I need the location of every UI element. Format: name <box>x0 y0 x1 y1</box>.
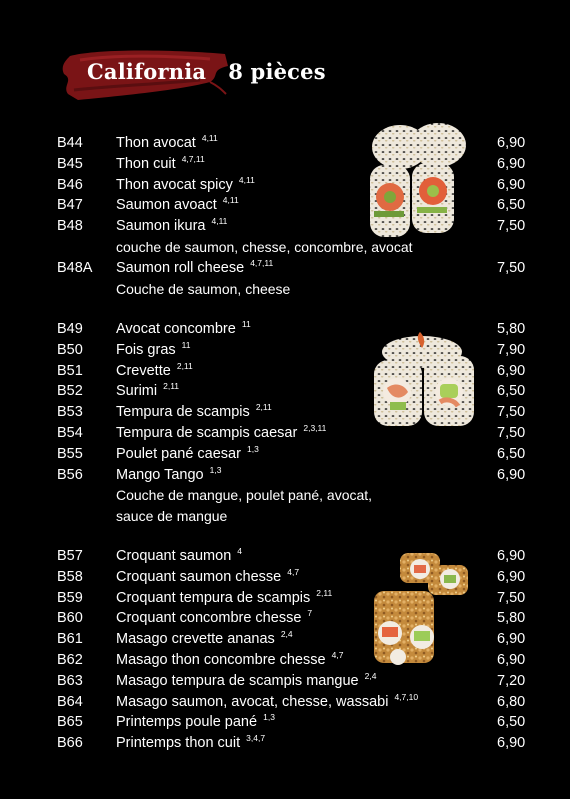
item-code: B58 <box>57 568 83 585</box>
item-code: B52 <box>57 383 83 400</box>
item-code: B62 <box>57 651 83 668</box>
menu-section-2 <box>0 319 570 527</box>
item-code: B50 <box>57 341 83 358</box>
item-price: 6,90 <box>497 466 526 483</box>
item-price: 6,50 <box>497 445 526 462</box>
menu-item <box>0 340 570 361</box>
section-header <box>60 46 360 102</box>
item-name: Thon cuit $^{4,7,11}$ <box>116 153 205 172</box>
portion-title: 8 pièces <box>228 59 326 84</box>
item-price: 7,50 <box>497 589 526 606</box>
item-description: couche de saumon, chesse, concombre, avocat <box>116 238 413 255</box>
menu-item <box>0 423 570 444</box>
item-code: B44 <box>57 135 83 151</box>
item-price: 6,80 <box>497 693 526 710</box>
menu-item <box>0 154 570 175</box>
item-name: Thon avocat $^{4,11}$ <box>116 133 218 151</box>
menu-item <box>0 588 570 609</box>
item-code: B61 <box>57 631 83 648</box>
sushi-photo-sesame-shrimp-roll <box>370 330 482 432</box>
item-name: Masago tempura de scampis mangue $^{2,4}$ <box>116 670 377 689</box>
item-name: Tempura de scampis $^{2,11}$ <box>116 402 272 421</box>
menu-item <box>0 175 570 196</box>
item-price: 6,90 <box>497 135 526 151</box>
item-code: B51 <box>57 362 83 379</box>
item-code: B64 <box>57 693 83 710</box>
menu-item <box>0 692 570 713</box>
item-price: 6,90 <box>497 548 526 564</box>
sushi-photo-crunchy-roll <box>370 551 472 667</box>
allergen-codes: 4,7,11 <box>250 257 274 268</box>
menu-item <box>0 712 570 733</box>
item-name: Masago saumon, avocat, chesse, wassabi $^{4,7,10}$ <box>116 691 419 710</box>
category-title: California <box>87 59 207 84</box>
item-description: Couche de saumon, cheese <box>116 280 291 297</box>
item-code: B48A <box>57 259 93 276</box>
allergen-codes: 3,4,7 <box>246 733 266 744</box>
item-price: 5,80 <box>497 610 526 627</box>
item-price: 6,90 <box>497 155 526 172</box>
item-name: Avocat concombre $^{11}$ <box>116 319 251 337</box>
item-price: 6,90 <box>497 176 526 193</box>
item-price: 7,50 <box>497 259 526 276</box>
item-code: B46 <box>57 176 83 193</box>
allergen-codes: 1,3 <box>209 464 222 475</box>
allergen-codes: 1,3 <box>246 443 259 454</box>
menu-item <box>0 465 570 486</box>
item-name: Masago crevette ananas $^{2,4}$ <box>116 629 293 648</box>
item-name: Thon avocat spicy $^{4,11}$ <box>116 174 255 193</box>
menu-item <box>0 608 570 629</box>
allergen-codes: 2,4 <box>280 629 293 640</box>
allergen-codes: 7 <box>307 608 313 619</box>
item-price: 6,90 <box>497 362 526 379</box>
menu-item <box>0 671 570 692</box>
item-code: B57 <box>57 548 83 564</box>
allergen-codes: 4,11 <box>238 174 255 185</box>
item-price: 7,50 <box>497 424 526 441</box>
item-code: B66 <box>57 735 83 752</box>
sushi-photo-sesame-salmon-roll <box>360 115 475 245</box>
item-name: Poulet pané caesar $^{1,3}$ <box>116 443 259 462</box>
item-price: 7,90 <box>497 341 526 358</box>
item-name: Mango Tango $^{1,3}$ <box>116 464 222 483</box>
item-name: Saumon ikura $^{4,11}$ <box>116 216 228 235</box>
item-description: Couche de mangue, poulet pané, avocat, <box>116 487 373 504</box>
allergen-codes: 4,11 <box>201 133 218 143</box>
allergen-codes: 2,3,11 <box>303 422 327 433</box>
item-price: 5,80 <box>497 321 526 337</box>
allergen-codes: 4,7,11 <box>181 153 205 164</box>
menu-item <box>0 319 570 340</box>
allergen-codes: 4,11 <box>211 216 228 227</box>
item-price: 7,20 <box>497 672 526 689</box>
item-name: Croquant tempura de scampis $^{2,11}$ <box>116 587 333 606</box>
menu-item <box>0 733 570 754</box>
item-price: 6,90 <box>497 568 526 585</box>
item-name: Printemps poule pané $^{1,3}$ <box>116 712 275 731</box>
item-code: B53 <box>57 404 83 421</box>
menu-item <box>0 650 570 671</box>
item-name: Saumon avoact $^{4,11}$ <box>116 195 239 214</box>
item-price: 6,90 <box>497 735 526 752</box>
menu-item <box>0 402 570 423</box>
item-code: B47 <box>57 197 83 214</box>
item-price: 7,50 <box>497 218 526 235</box>
item-name: Croquant concombre chesse $^7$ <box>116 608 313 627</box>
item-name: Masago thon concombre chesse $^{4,7}$ <box>116 649 344 668</box>
allergen-codes: 2,11 <box>316 587 333 598</box>
item-code: B65 <box>57 714 83 731</box>
allergen-codes: 2,4 <box>364 670 377 681</box>
item-code: B56 <box>57 466 83 483</box>
item-name: Printemps thon cuit $^{3,4,7}$ <box>116 733 266 752</box>
item-code: B48 <box>57 218 83 235</box>
item-price: 6,50 <box>497 197 526 214</box>
allergen-codes: 2,11 <box>255 402 272 413</box>
item-code: B59 <box>57 589 83 606</box>
menu-item <box>0 381 570 402</box>
item-price: 6,90 <box>497 631 526 648</box>
allergen-codes: 1,3 <box>263 712 275 723</box>
allergen-codes: 11 <box>241 319 251 329</box>
item-name: Croquant saumon $^4$ <box>116 546 243 564</box>
menu-section-1 <box>0 133 570 299</box>
item-code: B54 <box>57 424 83 441</box>
item-code: B45 <box>57 155 83 172</box>
allergen-codes: 2,11 <box>176 360 193 371</box>
item-price: 6,50 <box>497 714 526 731</box>
allergen-codes: 11 <box>181 339 191 350</box>
menu-item <box>0 567 570 588</box>
menu-item <box>0 258 570 279</box>
item-description: sauce de mangue <box>116 508 228 525</box>
item-code: B55 <box>57 445 83 462</box>
allergen-codes: 4 <box>237 546 243 556</box>
menu-item <box>0 629 570 650</box>
allergen-codes: 2,11 <box>163 381 180 392</box>
menu-item <box>0 546 570 567</box>
page-title <box>87 59 326 84</box>
item-price: 7,50 <box>497 404 526 421</box>
menu-item <box>0 195 570 216</box>
menu-item <box>0 133 570 154</box>
item-price: 6,50 <box>497 383 526 400</box>
item-name: Tempura de scampis caesar $^{2,3,11}$ <box>116 422 327 441</box>
item-name: Fois gras $^{11}$ <box>116 339 191 358</box>
item-code: B63 <box>57 672 83 689</box>
item-name: Surimi $^{2,11}$ <box>116 381 180 400</box>
item-name: Saumon roll cheese $^{4,7,11}$ <box>116 257 274 276</box>
item-price: 6,90 <box>497 651 526 668</box>
item-name: Croquant saumon chesse $^{4,7}$ <box>116 566 300 585</box>
item-code: B49 <box>57 321 83 337</box>
menu-item <box>0 444 570 465</box>
menu-section-3 <box>0 546 570 754</box>
menu-item <box>0 216 570 237</box>
menu-item <box>0 361 570 382</box>
allergen-codes: 4,7,10 <box>394 691 419 702</box>
allergen-codes: 4,11 <box>222 195 239 206</box>
allergen-codes: 4,7 <box>331 649 344 660</box>
item-code: B60 <box>57 610 83 627</box>
allergen-codes: 4,7 <box>287 566 300 577</box>
item-name: Crevette $^{2,11}$ <box>116 360 193 379</box>
